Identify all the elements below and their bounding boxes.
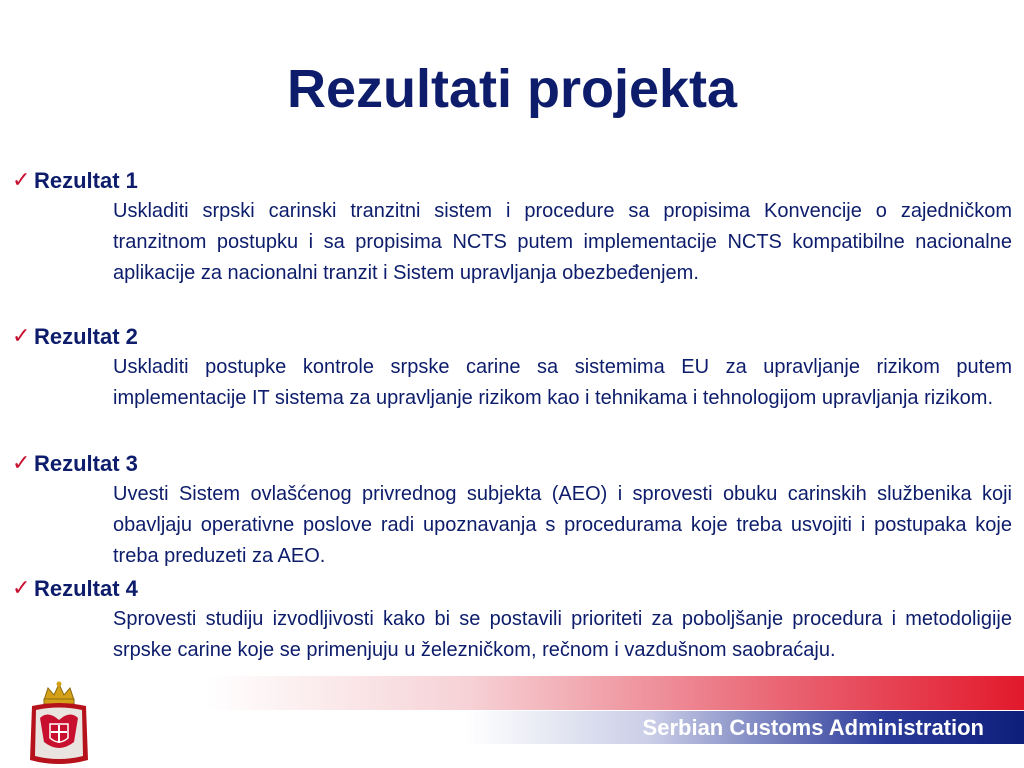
result-description: Uskladiti srpski carinski tranzitni sistem i procedure sa propisima Konvencije o zajedničkom tranzitnom postupku i sa propisima NCTS putem implementacije NCTS kompatibilne nacionalne aplikacije za nacionalni tranzit i Sistem upravljanja obezbeđenjem. [113,200,1012,284]
result-description: Uvesti Sistem ovlašćenog privrednog subjekta (AEO) i sprovesti obuku carinskih službenika koji obavljaju operativne poslove radi upoznavanja s procedurama koje treba usvojiti i postupaka koje treba preduzeti za AEO. [113,483,1012,567]
result-description: Sprovesti studiju izvodljivosti kako bi se postavili prioriteti za poboljšanje procedura i metodoligije srpske carine koje se primenjuju u železničkom, rečnom i vazdušnom saobraćaju. [113,608,1012,661]
footer-organization-name: Serbian Customs Administration [642,715,984,740]
checkmark-icon: ✓ [12,324,31,349]
checkmark-icon: ✓ [12,168,31,193]
red-gradient-band [95,676,1024,710]
slide-title: Rezultati projekta [286,59,738,119]
result-heading: Rezultat 2 [34,324,138,349]
result-item-1 [12,166,1012,289]
result-item-4 [12,574,1012,666]
result-item-3 [12,449,1012,572]
result-heading-row [12,322,1012,352]
result-heading: Rezultat 4 [34,576,138,601]
result-item-2 [12,322,1012,414]
checkmark-icon: ✓ [12,576,31,601]
checkmark-icon: ✓ [12,451,31,476]
result-heading: Rezultat 1 [34,168,138,193]
result-heading-row [12,574,1012,604]
result-heading: Rezultat 3 [34,451,138,476]
serbian-coat-of-arms-icon [24,680,94,766]
result-description: Uskladiti postupke kontrole srpske carine sa sistemima EU za upravljanje rizikom putem implementacije IT sistema za upravljanje rizikom kao i tehnikama i tehnologijom upravljanja rizikom. [113,356,1012,409]
result-heading-row [12,166,1012,196]
result-heading-row [12,449,1012,479]
